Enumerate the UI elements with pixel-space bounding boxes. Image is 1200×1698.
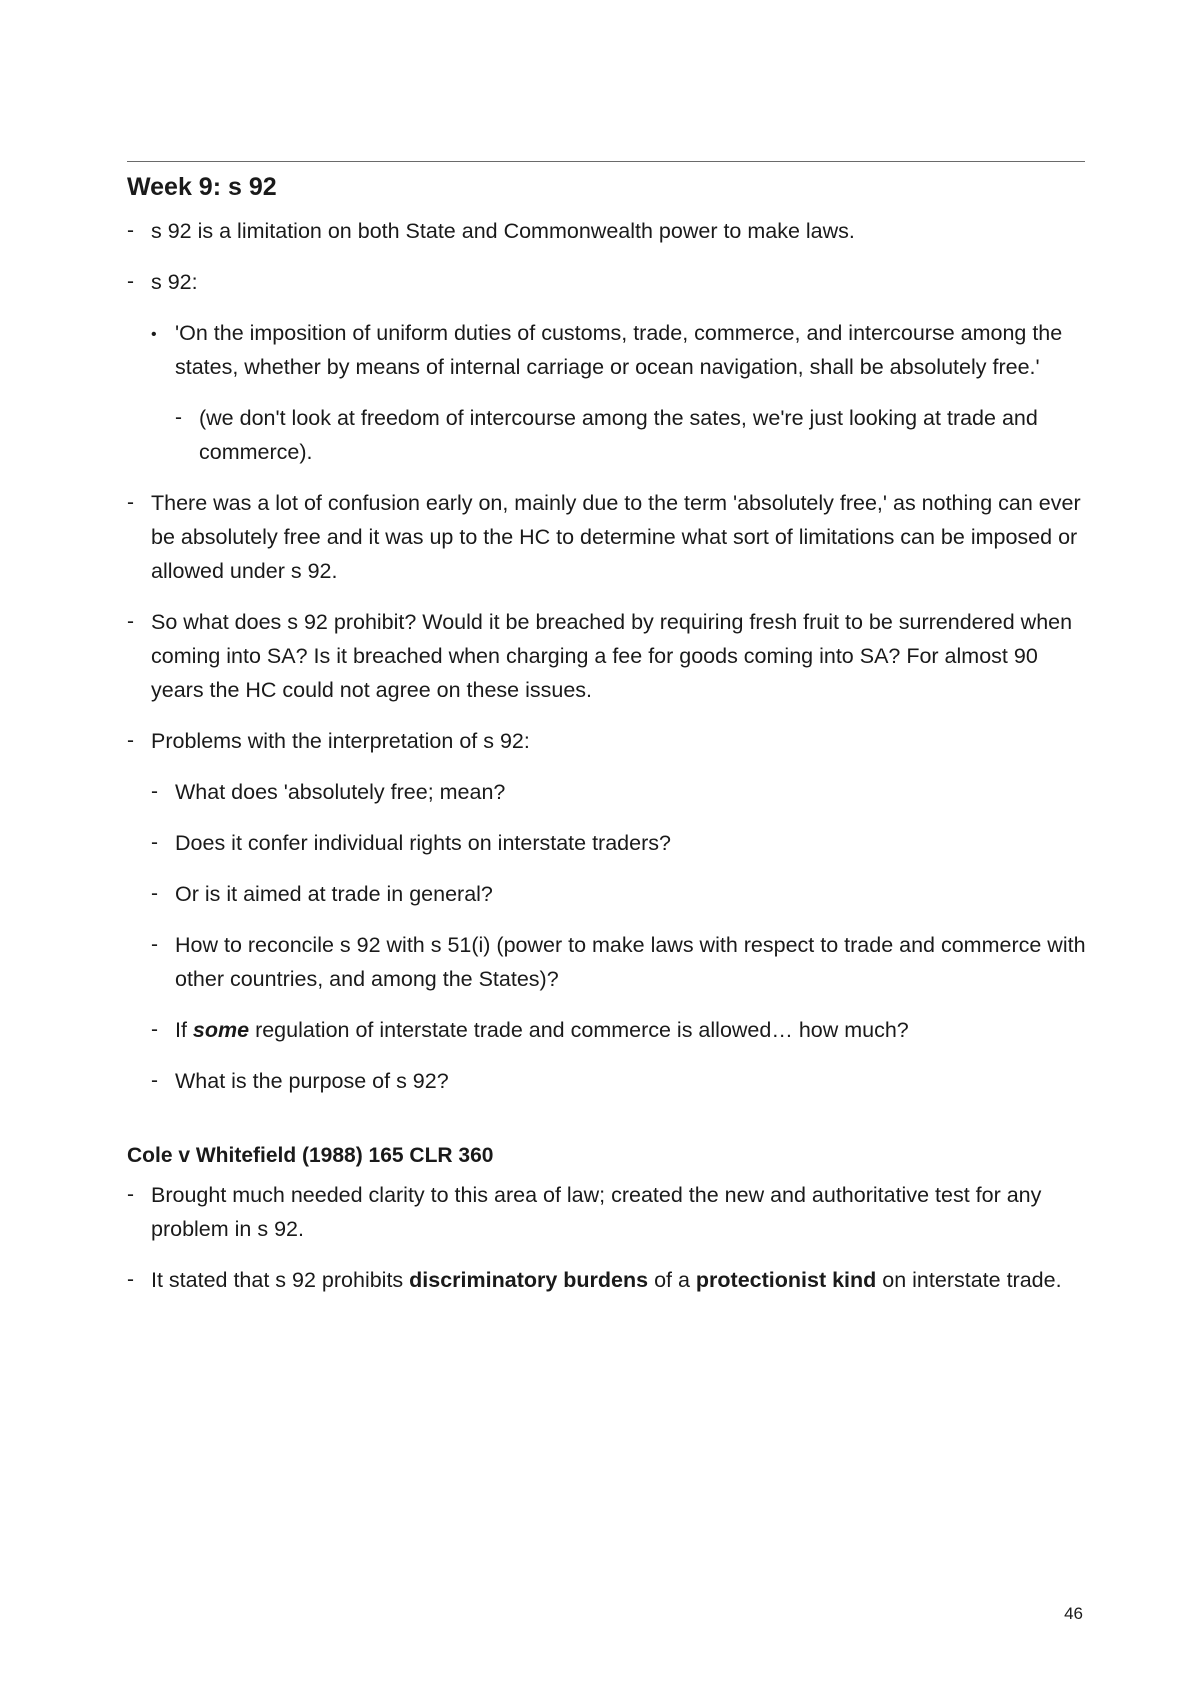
- list-item: - If some regulation of interstate trade and commerce is allowed… how much?: [151, 1013, 1087, 1047]
- dash-marker: [127, 605, 149, 639]
- dash-marker: [151, 775, 173, 809]
- page-number: 46: [1064, 1604, 1083, 1623]
- list-item: - What is the purpose of s 92?: [151, 1064, 1087, 1098]
- dash-marker: [127, 1178, 149, 1212]
- dash-marker: [151, 1013, 173, 1047]
- dash-marker: [127, 724, 149, 758]
- list-item: - Does it confer individual rights on interstate traders?: [151, 826, 1087, 860]
- list-item: - So what does s 92 prohibit? Would it be breached by requiring fresh fruit to be surrendered when coming into SA? Is it breached when charging a fee for goods coming into SA? For almost 90 years the HC could not agree on these issues.: [127, 605, 1087, 707]
- list-item: - s 92 is a limitation on both State and Commonwealth power to make laws.: [127, 214, 1087, 248]
- list-item: - Brought much needed clarity to this area of law; created the new and authoritative test for any problem in s 92.: [127, 1178, 1087, 1246]
- list-item: - What does 'absolutely free; mean?: [151, 775, 1087, 809]
- list-item: - Or is it aimed at trade in general?: [151, 877, 1087, 911]
- s92-quote-list: [151, 316, 1087, 469]
- dash-marker: [127, 265, 149, 299]
- case-heading-cole-v-whitefield: Cole v Whitefield (1988) 165 CLR 360: [127, 1144, 494, 1167]
- dash-marker: [127, 486, 149, 520]
- section1-list: [127, 214, 1087, 1098]
- dash-marker: [151, 826, 173, 860]
- dash-marker: [175, 401, 197, 435]
- problems-list: [151, 775, 1087, 1098]
- dash-marker: [151, 928, 173, 962]
- s92-note-list: [175, 401, 1087, 469]
- section-spacer: [127, 1098, 1087, 1140]
- list-item: • 'On the imposition of uniform duties of customs, trade, commerce, and intercourse among the states, whether by means of internal carriage or ocean navigation, shall be absolutely free.' - (we don't look at freedom of intercourse among the sates, we're just looking at trade and commerce).: [151, 316, 1087, 469]
- dash-marker: [151, 877, 173, 911]
- page-content: [127, 168, 1087, 1314]
- list-item: - (we don't look at freedom of intercourse among the sates, we're just looking at trade and commerce).: [175, 401, 1087, 469]
- list-item: - Problems with the interpretation of s 92: - What does 'absolutely free; mean? - Does it confer individual rights on interstate traders? - Or is it aimed at trade in general? - How to reconcile s 92 with s 51(i) (power to make laws with respect to trade and commerce with other countries, and among the States)? - If some regulation of interstate trade and commerce is allowed… how much? - What is the purpose of s 92?: [127, 724, 1087, 1098]
- dash-marker: [127, 214, 149, 248]
- header-rule: [127, 161, 1085, 162]
- section-heading-week-9: Week 9: s 92: [127, 173, 277, 201]
- bullet-marker: [151, 316, 173, 352]
- dash-marker: [127, 1263, 149, 1297]
- list-item: - How to reconcile s 92 with s 51(i) (power to make laws with respect to trade and commerce with other countries, and among the States)?: [151, 928, 1087, 996]
- section2-list: [127, 1178, 1087, 1297]
- list-item: - s 92: • 'On the imposition of uniform duties of customs, trade, commerce, and intercourse among the states, whether by means of internal carriage or ocean navigation, shall be absolutely free.' - (we don't look at freedom of intercourse among the sates, we're just looking at trade and commerce).: [127, 265, 1087, 469]
- list-item: - There was a lot of confusion early on, mainly due to the term 'absolutely free,' as nothing can ever be absolutely free and it was up to the HC to determine what sort of limitations can be imposed or allowed under s 92.: [127, 486, 1087, 588]
- list-item: - It stated that s 92 prohibits discriminatory burdens of a protectionist kind on interstate trade.: [127, 1263, 1087, 1297]
- dash-marker: [151, 1064, 173, 1098]
